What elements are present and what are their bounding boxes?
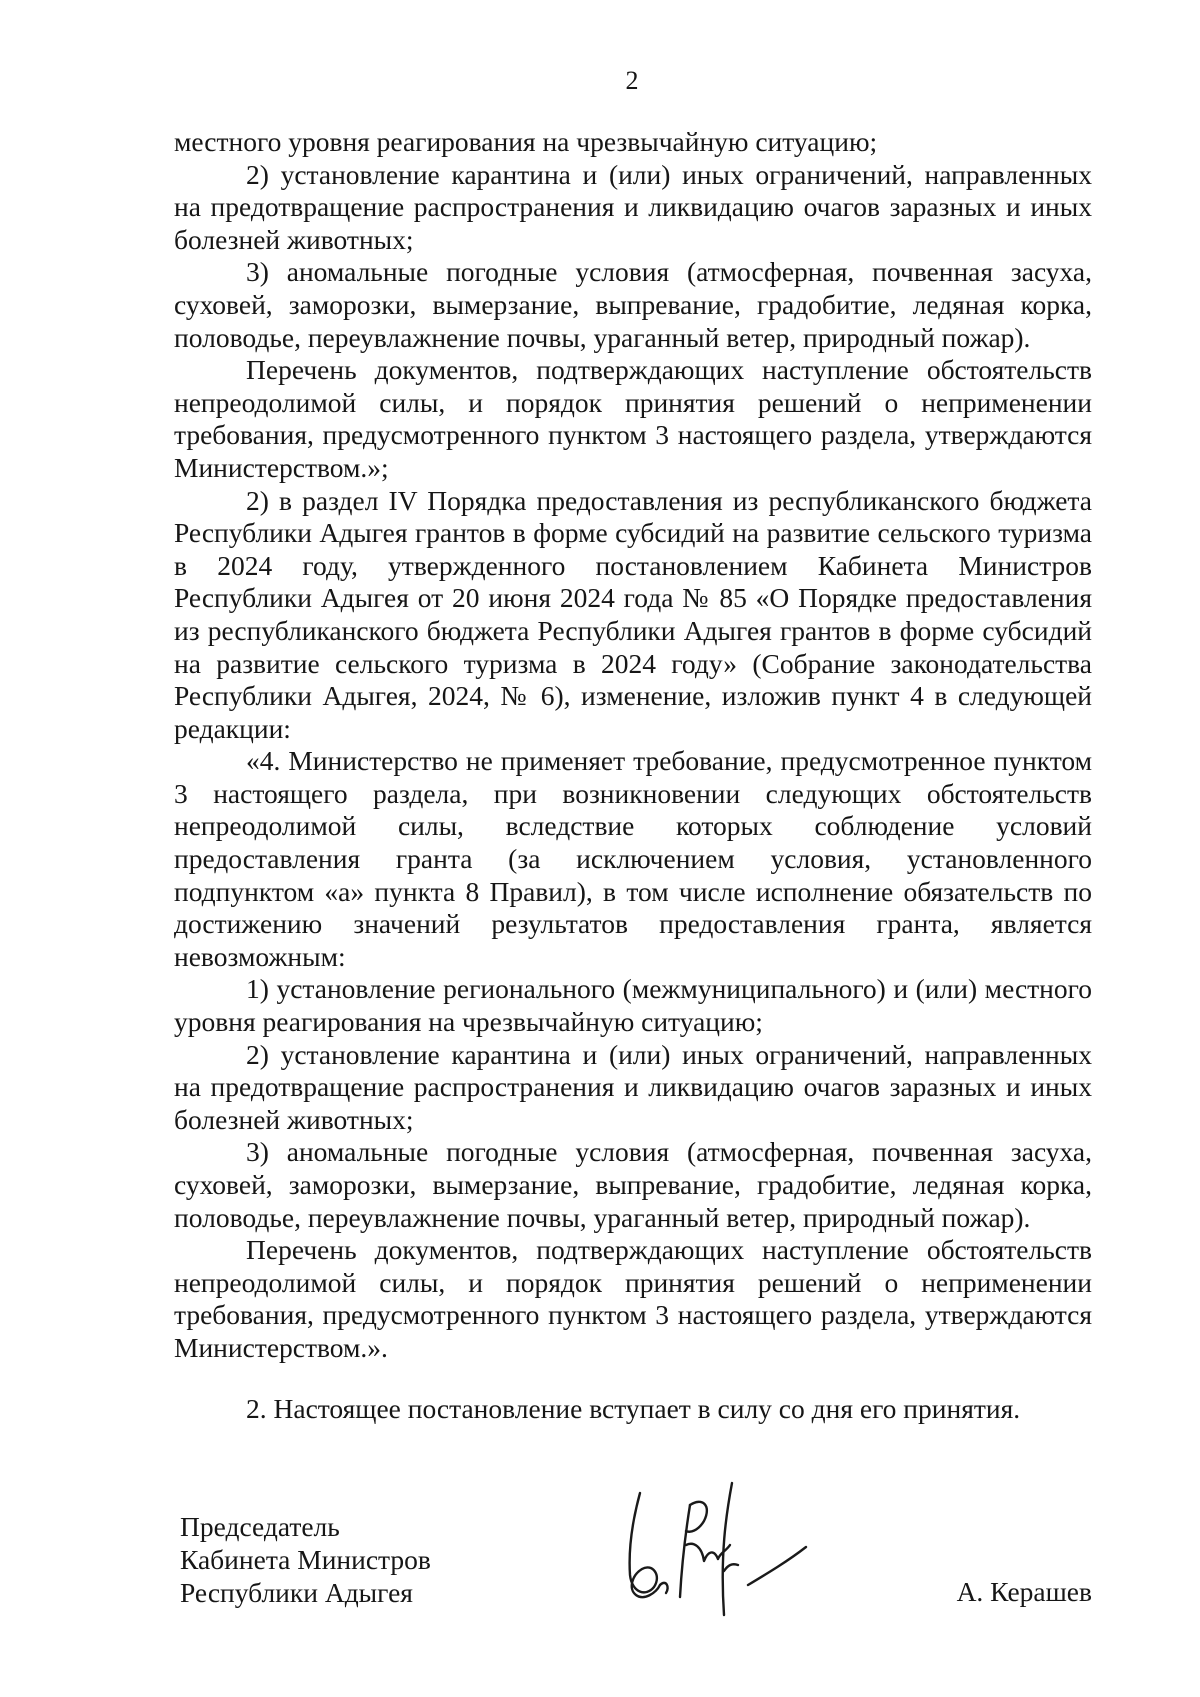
paragraph: местного уровня реагирования на чрезвычайную ситуацию; xyxy=(174,126,878,157)
paragraph: «4. Министерство не применяет требование, предусмотренное пунктом 3 настоящего раздела, при возникновении следующих обстоятельств непреодолимой силы, вследствие которых соблюдение условий предоставления гранта (за исключением условия, установленного подпунктом «а» пункта 8 Правил), в том числе исполнение обязательств по достижению значений результатов предоставления гранта, является невозможным: xyxy=(174,745,1092,972)
final-clause: 2. Настоящее постановление вступает в силу со дня его принятия. xyxy=(246,1392,1021,1424)
paragraph: 1) установление регионального (межмуниципального) и (или) местного уровня реагирования на чрезвычайную ситуацию; xyxy=(174,973,1092,1038)
paragraph-spacer xyxy=(174,1365,1092,1393)
paragraph: 2) установление карантина и (или) иных ограничений, направленных на предотвращение распространения и ликвидацию очагов заразных и иных болезней животных; xyxy=(174,1038,1092,1135)
signatory-title xyxy=(180,1510,431,1609)
document-body xyxy=(174,126,1092,1425)
signatory-title-line: Кабинета Министров xyxy=(180,1544,431,1575)
paragraph: 3) аномальные погодные условия (атмосферная, почвенная засуха, суховей, заморозки, вымерзание, выпревание, градобитие, ледяная корка, половодье, переувлажнение почвы, ураганный ветер, природный пожар). xyxy=(174,1136,1092,1233)
paragraph: 2) установление карантина и (или) иных ограничений, направленных на предотвращение распространения и ликвидацию очагов заразных и иных болезней животных; xyxy=(174,158,1092,255)
signatory-name: А. Керашев xyxy=(956,1576,1092,1607)
paragraph: 2) в раздел IV Порядка предоставления из республиканского бюджета Республики Адыгея грантов в форме субсидий на развитие сельского туризма в 2024 году, утвержденного постановлением Кабинета Министров Республики Адыгея от 20 июня 2024 года № 85 «О Порядке предоставления из республиканского бюджета Республики Адыгея грантов в форме субсидий на развитие сельского туризма в 2024 году» (Собрание законодательства Республики Адыгея, 2024, № 6), изменение, изложив пункт 4 в следующей редакции: xyxy=(174,484,1092,744)
paragraph: Перечень документов, подтверждающих наступление обстоятельств непреодолимой силы, и порядок принятия решений о неприменении требования, предусмотренного пунктом 3 настоящего раздела, утверждаются Министерством.»; xyxy=(174,354,1092,483)
handwritten-signature xyxy=(620,1475,820,1625)
signatory-title-line: Председатель xyxy=(180,1511,340,1542)
page-number: 2 xyxy=(625,66,639,95)
signatory-title-line: Республики Адыгея xyxy=(180,1577,413,1608)
paragraph: Перечень документов, подтверждающих наступление обстоятельств непреодолимой силы, и порядок принятия решений о неприменении требования, предусмотренного пунктом 3 настоящего раздела, утверждаются Министерством.». xyxy=(174,1234,1092,1363)
paragraph: 3) аномальные погодные условия (атмосферная, почвенная засуха, суховей, заморозки, вымерзание, выпревание, градобитие, ледяная корка, половодье, переувлажнение почвы, ураганный ветер, природный пожар). xyxy=(174,256,1092,353)
